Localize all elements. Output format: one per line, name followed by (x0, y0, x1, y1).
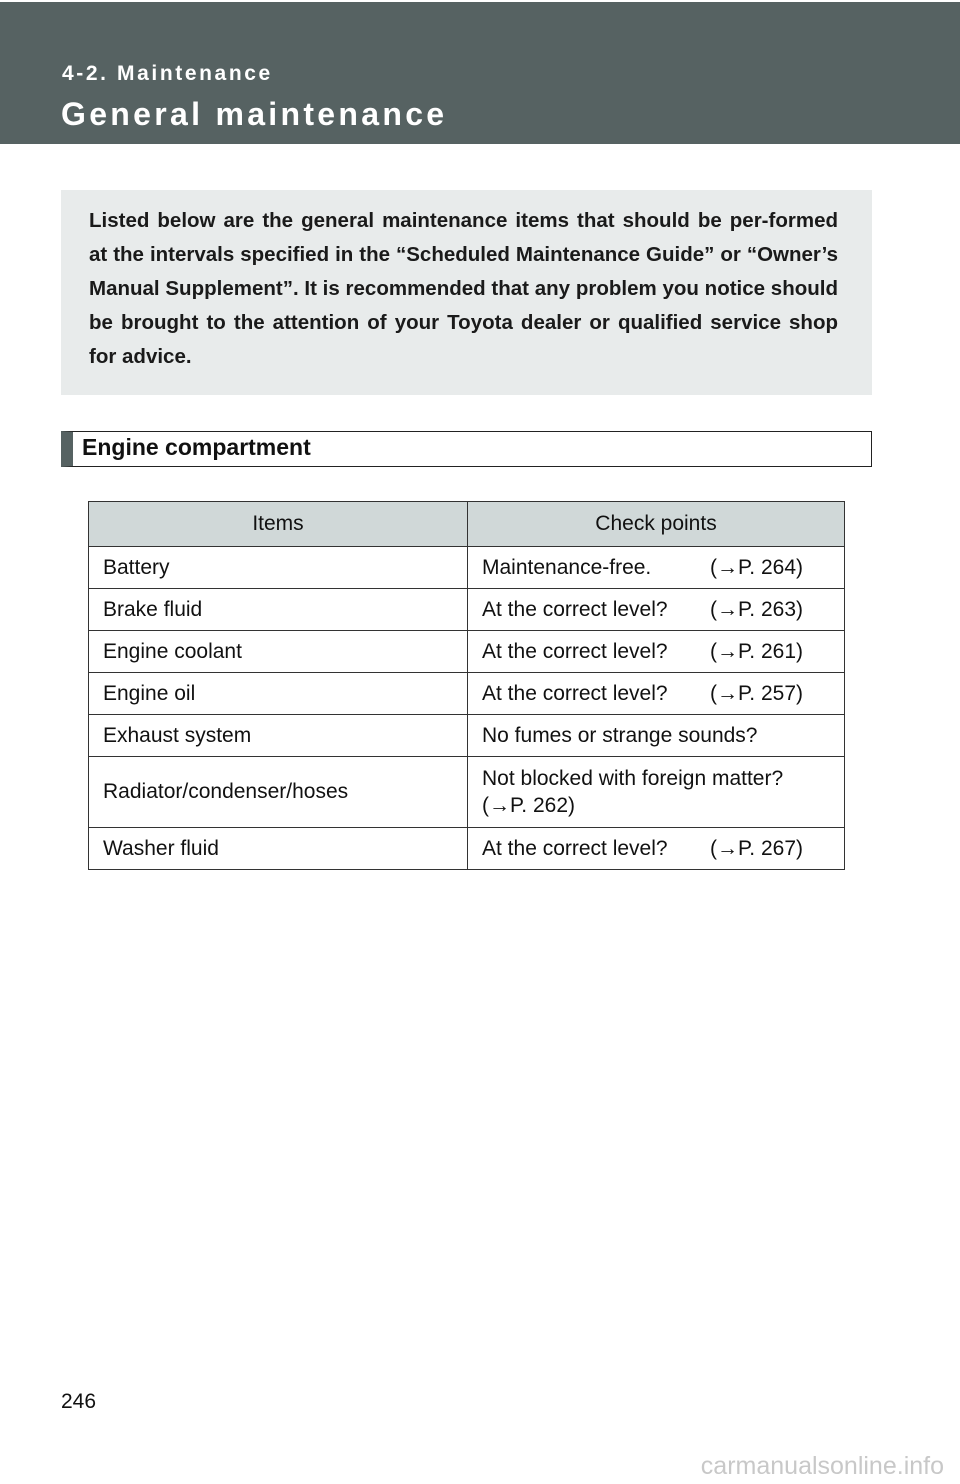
item-cell: Brake fluid (89, 589, 468, 631)
page-ref: (→P. 257) (710, 681, 803, 705)
page-ref: (→P. 267) (710, 836, 803, 860)
check-cell: At the correct level? (482, 836, 668, 860)
intro-text: Listed below are the general maintenance items that should be per-formed at the intervals specified in the “Scheduled Maintenance Guide” or “Owner’s Manual Supplement”. It is recommended that any problem you notice should be brought to the attention of your Toyota dealer or qualified service shop for advice. (61, 190, 872, 395)
subheading-box (61, 431, 872, 467)
table-row (89, 673, 845, 715)
watermark: carmanualsonline.info (700, 1452, 944, 1480)
page-number: 246 (61, 1390, 97, 1413)
item-cell: Washer fluid (89, 828, 468, 870)
check-cell: At the correct level? (482, 681, 668, 705)
page-ref: (→P. 264) (710, 555, 803, 579)
check-cell: At the correct level? (482, 639, 668, 663)
check-cell: Not blocked with foreign matter? (482, 767, 784, 790)
section-label: 4-2. Maintenance (62, 62, 273, 85)
check-cell: No fumes or strange sounds? (468, 715, 845, 757)
item-cell: Engine oil (89, 673, 468, 715)
table-row (89, 828, 845, 870)
table-row (89, 631, 845, 673)
subheading: Engine compartment (82, 434, 311, 460)
page-ref: (→P. 263) (710, 597, 803, 621)
item-cell: Exhaust system (89, 715, 468, 757)
check-cell: At the correct level? (482, 597, 668, 621)
table-row (89, 757, 845, 828)
item-cell: Battery (89, 547, 468, 589)
chapter-header (0, 2, 960, 144)
item-cell: Engine coolant (89, 631, 468, 673)
maintenance-table (88, 501, 845, 870)
item-cell: Radiator/condenser/hoses (89, 757, 468, 828)
table-row (89, 715, 845, 757)
table-row (89, 589, 845, 631)
column-header-check-points: Check points (468, 502, 845, 547)
page-ref: (→P. 262) (482, 794, 575, 817)
table-row (89, 547, 845, 589)
column-header-items: Items (89, 502, 468, 547)
check-cell: Maintenance-free. (482, 555, 652, 579)
page-title: General maintenance (61, 96, 448, 132)
page-ref: (→P. 261) (710, 639, 803, 663)
